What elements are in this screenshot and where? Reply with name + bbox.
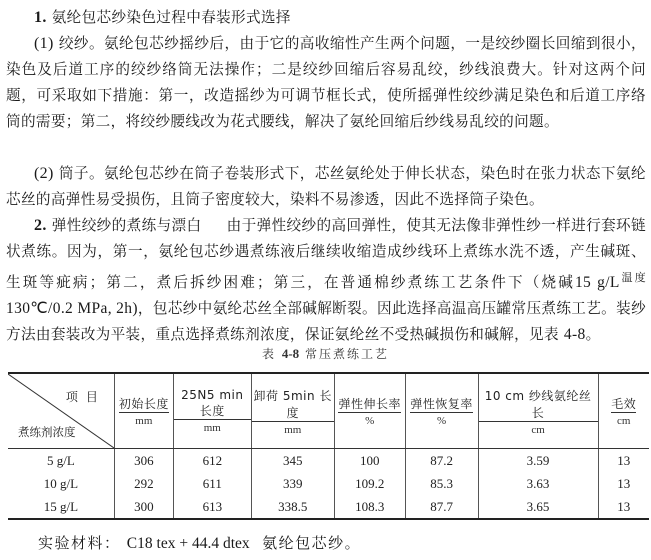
section-2-text-b: ，包芯纱中氨纶芯丝全部碱解断裂。因此选择高温高压罐常压煮练工艺。装纱方法由套装改为平装，重点选择煮练剂浓度，保证氨纶丝不受热碱损伤和碱解，见表 — [6, 299, 647, 343]
footer-material: C18 tex + 44.4 dtex — [126, 535, 250, 552]
table-reference: 4-8 — [563, 325, 586, 343]
table-cell: 87.2 — [405, 449, 478, 473]
table-cell: 338.5 — [251, 495, 334, 519]
table-cell: 3.65 — [478, 495, 598, 519]
table-row — [8, 472, 649, 495]
item-1-paragraph — [6, 31, 646, 135]
table-cell: 85.3 — [405, 472, 478, 495]
item-1-text: 绞纱。氨纶包芯纱摇纱后，由于它的高收缩性产生两个问题，一是绞纱圈长回缩到很小，染色及后道工序的绞纱络筒无法操作；二是绞纱回缩后容易乱绞，纱线浪费大。针对这两个问题，可采取如下措施：第一，改造摇纱为可调节框长式，使所摇弹性绞纱满足染色和后道工序络筒的需要；第二，将绞纱腰线改为花式腰线，解决了氨纶回缩后纱线易乱绞的问题。 — [6, 35, 646, 130]
row-concentration: 10 g/L — [43, 475, 79, 491]
section-2-text-a: 由于弹性绞纱的高回弹性，使其无法像非弹性纱一样进行套环链状煮练。因为，第一，氨纶包芯纱遇煮练液后继续收缩造成纱线环上煮练水洗不透，产生碱斑、生斑等疵病；第二，煮后拆纱困难；第三，在普通棉纱煮练工艺条件下（烧碱 — [6, 217, 646, 291]
table-cell: 3.63 — [478, 472, 598, 495]
table-cell: 87.7 — [405, 495, 478, 519]
table-cell: 612 — [173, 449, 251, 473]
table-cell: 306 — [114, 449, 173, 473]
table-cell: 613 — [173, 495, 251, 519]
table-cell: 345 — [251, 449, 334, 473]
section-1-heading — [6, 5, 646, 31]
section-1-title: 氨纶包芯纱染色过程中春装形式选择 — [51, 9, 291, 26]
section-2-paragraph — [6, 213, 646, 348]
table-caption-title: 常压煮练工艺 — [305, 347, 390, 361]
footer-description: 氨纶包芯纱。 — [262, 534, 362, 552]
section-2-concentration: 15 g/L — [574, 273, 620, 291]
table-header-row — [8, 373, 649, 449]
row-concentration: 5 g/L — [47, 452, 75, 468]
section-2-end: 。 — [585, 325, 601, 343]
section-1-number: 1. — [34, 9, 47, 26]
table-cell: 108.3 — [334, 495, 405, 519]
section-2-temp-label: 温度 — [619, 271, 647, 284]
column-header: 10 cm 纱线氨纶丝长 cm — [478, 373, 598, 449]
table-cell: 3.59 — [478, 449, 598, 473]
table-row — [8, 495, 649, 519]
table-caption-prefix: 表 — [261, 347, 276, 361]
row-concentration: 15 g/L — [43, 498, 79, 514]
table-cell: 300 — [114, 495, 173, 519]
section-2-condition: 130℃/0.2 MPa, 2h) — [6, 299, 138, 317]
column-header: 弹性恢复率 % — [405, 373, 478, 449]
footer-label: 实验材料： — [38, 534, 121, 552]
table-cell: 13 — [598, 449, 649, 473]
item-2-paragraph — [6, 161, 646, 213]
column-header: 弹性伸长率 % — [334, 373, 405, 449]
table-row — [8, 449, 649, 473]
table-cell: 611 — [173, 472, 251, 495]
corner-header — [8, 373, 114, 449]
column-header: 25N5 min 长度 mm — [173, 373, 251, 449]
corner-bottom-label: 煮练剂浓度 — [18, 425, 76, 439]
process-table — [8, 372, 649, 520]
column-header: 毛效 cm — [598, 373, 649, 449]
table-caption — [0, 345, 651, 362]
table-cell: 292 — [114, 472, 173, 495]
table-cell: 109.2 — [334, 472, 405, 495]
table-caption-number: 4-8 — [281, 346, 300, 361]
table-cell: 100 — [334, 449, 405, 473]
section-2-title: 弹性绞纱的煮练与漂白 — [51, 217, 202, 234]
footer-note — [38, 532, 361, 553]
column-header: 卸荷 5min 长度 mm — [251, 373, 334, 449]
item-2-text: 筒子。氨纶包芯纱在筒子卷装形式下，芯丝氨纶处于伸长状态，染色时在张力状态下氨纶芯丝的高弹性易受损伤，且筒子密度较大，染料不易渗透，因此不选择筒子染色。 — [6, 165, 646, 208]
item-2-label: (2) — [34, 165, 54, 182]
table-cell: 13 — [598, 472, 649, 495]
section-2-number: 2. — [34, 217, 47, 234]
table-cell: 13 — [598, 495, 649, 519]
table-cell: 339 — [251, 472, 334, 495]
column-header: 初始长度 mm — [114, 373, 173, 449]
corner-top-label: 项目 — [65, 390, 106, 404]
item-1-label: (1) — [34, 35, 54, 52]
